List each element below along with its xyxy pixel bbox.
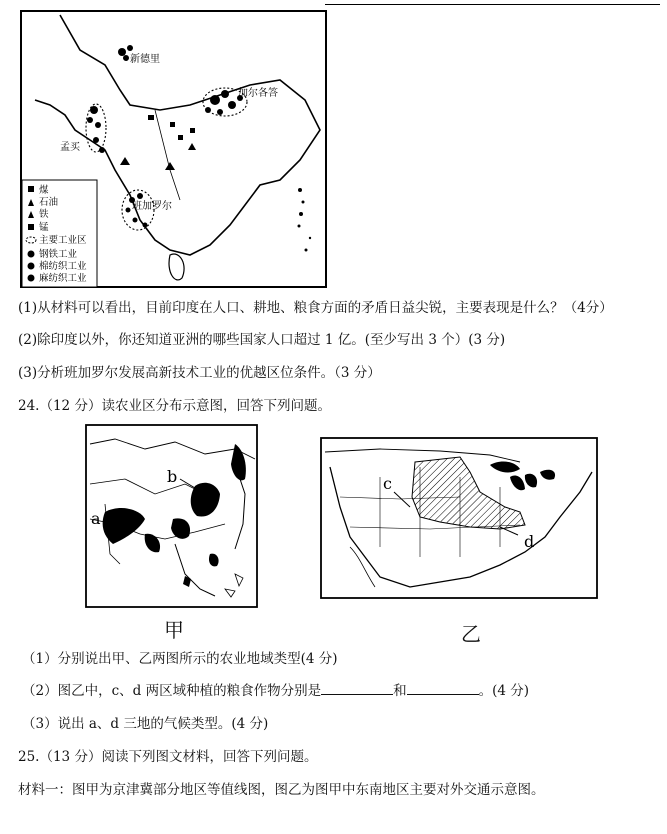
- caption-jia: 甲: [164, 618, 184, 642]
- legend-item: 煤: [39, 185, 49, 196]
- answer-blank-d[interactable]: [407, 682, 479, 695]
- map-yi: [320, 437, 598, 599]
- q25-heading: 25.（13 分）阅读下列图文材料，回答下列问题。: [18, 749, 318, 765]
- q24-sub3: （3）说出 a、d 三地的气候类型。(4 分): [22, 716, 269, 732]
- region-label-a: a: [91, 509, 101, 528]
- q24-sub2-mid: 和: [393, 683, 407, 699]
- city-label: 孟买: [60, 142, 80, 153]
- legend-item: 铁: [39, 209, 49, 220]
- city-label: 班加罗尔: [132, 201, 172, 212]
- q23-sub1: (1)从材料可以看出，目前印度在人口、耕地、粮食方面的矛盾日益尖锐，主要表现是什么？（4分）: [18, 300, 613, 316]
- top-rule: [325, 4, 660, 5]
- answer-blank-c[interactable]: [321, 682, 393, 695]
- legend-item: 锰: [39, 222, 49, 233]
- legend-item: 主要工业区: [39, 235, 87, 246]
- map-jia: [85, 424, 258, 608]
- city-label: 加尔各答: [238, 88, 278, 99]
- q24-sub2: [22, 682, 529, 700]
- legend-item: 石油: [39, 197, 59, 208]
- q24-sub2-pre: （2）图乙中，c、d 两区域种植的粮食作物分别是: [22, 683, 322, 699]
- region-label-d: d: [524, 532, 535, 551]
- legend-item: 钢铁工业: [39, 249, 78, 260]
- india-map: [20, 10, 327, 288]
- region-label-b: b: [167, 467, 178, 486]
- q23-sub2: (2)除印度以外，你还知道亚洲的哪些国家人口超过 1 亿。(至少写出 3 个）(3 分): [18, 332, 506, 348]
- q25-material1: 材料一：图甲为京津冀部分地区等值线图，图乙为图甲中东南地区主要对外交通示意图。: [18, 782, 545, 798]
- city-label: 新德里: [130, 54, 160, 65]
- legend-item: 棉纺织工业: [39, 261, 87, 272]
- region-label-c: c: [383, 474, 392, 493]
- caption-yi: 乙: [461, 622, 481, 646]
- q23-sub3: (3)分析班加罗尔发展高新技术工业的优越区位条件。（3 分）: [18, 365, 381, 381]
- q24-heading: 24.（12 分）读农业区分布示意图，回答下列问题。: [18, 398, 331, 414]
- q24-sub1: （1）分别说出甲、乙两图所示的农业地域类型(4 分): [22, 651, 338, 667]
- q24-sub2-post: 。(4 分): [478, 683, 530, 699]
- legend-item: 麻纺织工业: [39, 273, 87, 284]
